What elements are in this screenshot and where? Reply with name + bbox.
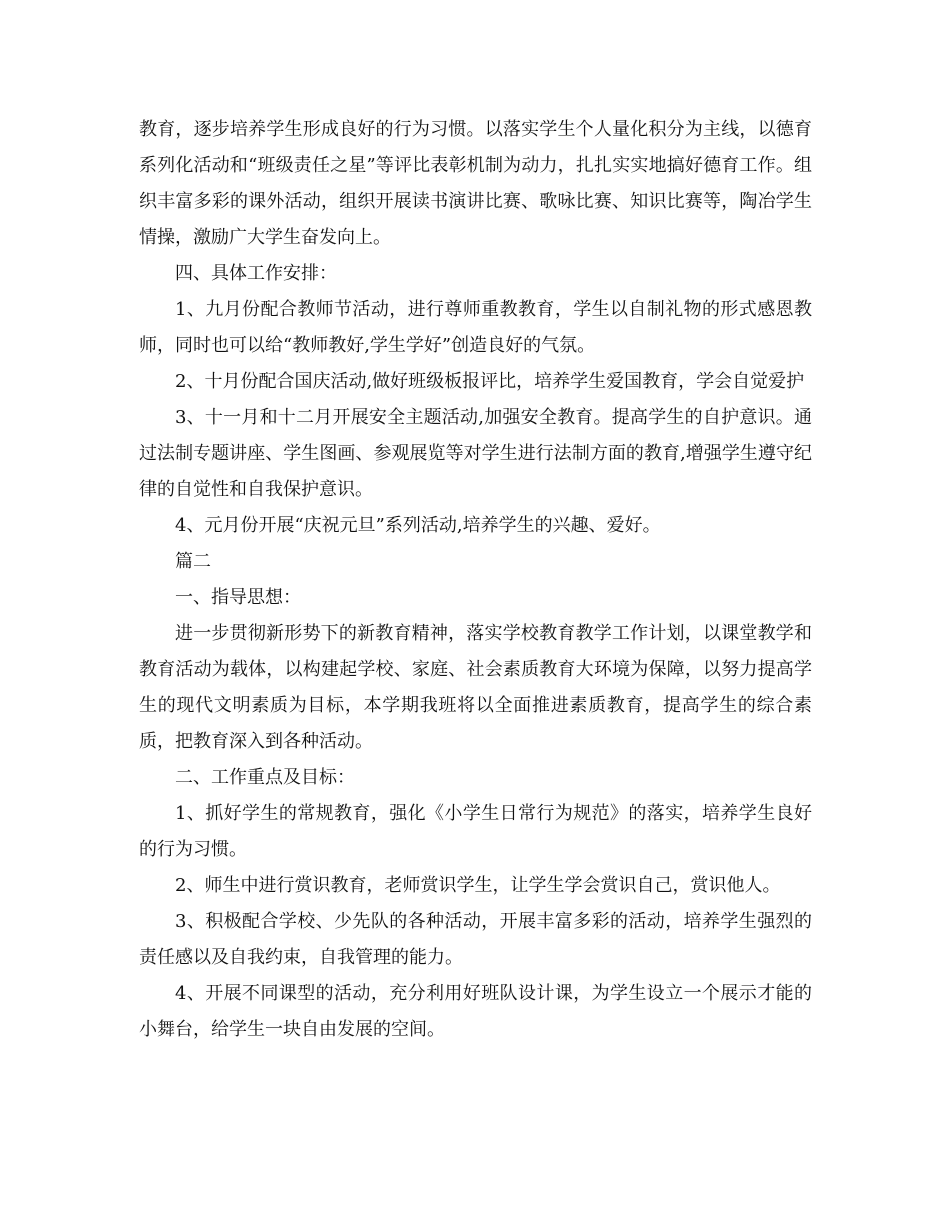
paragraph: 3、积极配合学校、少先队的各种活动，开展丰富多彩的活动，培养学生强烈的责任感以及自我约束，自我管理的能力。 [139, 911, 812, 968]
paragraph: 1、抓好学生的常规教育，强化《小学生日常行为规范》的落实，培养学生良好的行为习惯。 [139, 803, 812, 860]
section-heading: 一、指导思想： [175, 587, 301, 608]
paragraph: 4、元月份开展“庆祝元旦”系列活动,培养学生的兴趣、爱好。 [175, 515, 661, 536]
section-heading: 四、具体工作安排： [175, 263, 337, 284]
paragraph: 4、开展不同课型的活动，充分利用好班队设计课，为学生设立一个展示才能的小舞台，给学生一块自由发展的空间。 [139, 983, 812, 1040]
part-heading: 篇二 [175, 551, 211, 572]
paragraph: 3、十一月和十二月开展安全主题活动,加强安全教育。提高学生的自护意识。通过法制专题讲座、学生图画、参观展览等对学生进行法制方面的教育,增强学生遵守纪律的自觉性和自我保护意识。 [139, 407, 812, 500]
document-body [139, 112, 812, 1048]
section-heading: 二、工作重点及目标： [175, 767, 355, 788]
paragraph: 2、十月份配合国庆活动,做好班级板报评比，培养学生爱国教育，学会自觉爱护 [175, 371, 805, 392]
paragraph: 2、师生中进行赏识教育，老师赏识学生，让学生学会赏识自己，赏识他人。 [175, 875, 781, 896]
paragraph: 教育，逐步培养学生形成良好的行为习惯。以落实学生个人量化积分为主线，以德育系列化活动和“班级责任之星”等评比表彰机制为动力，扎扎实实地搞好德育工作。组织丰富多彩的课外活动，组织开展读书演讲比赛、歌咏比赛、知识比赛等，陶冶学生情操，激励广大学生奋发向上。 [139, 119, 812, 248]
paragraph: 1、九月份配合教师节活动，进行尊师重教教育，学生以自制礼物的形式感恩教师，同时也可以给“教师教好,学生学好”创造良好的气氛。 [139, 299, 812, 356]
paragraph: 进一步贯彻新形势下的新教育精神，落实学校教育教学工作计划，以课堂教学和教育活动为载体，以构建起学校、家庭、社会素质教育大环境为保障，以努力提高学生的现代文明素质为目标，本学期我班将以全面推进素质教育，提高学生的综合素质，把教育深入到各种活动。 [139, 623, 812, 752]
